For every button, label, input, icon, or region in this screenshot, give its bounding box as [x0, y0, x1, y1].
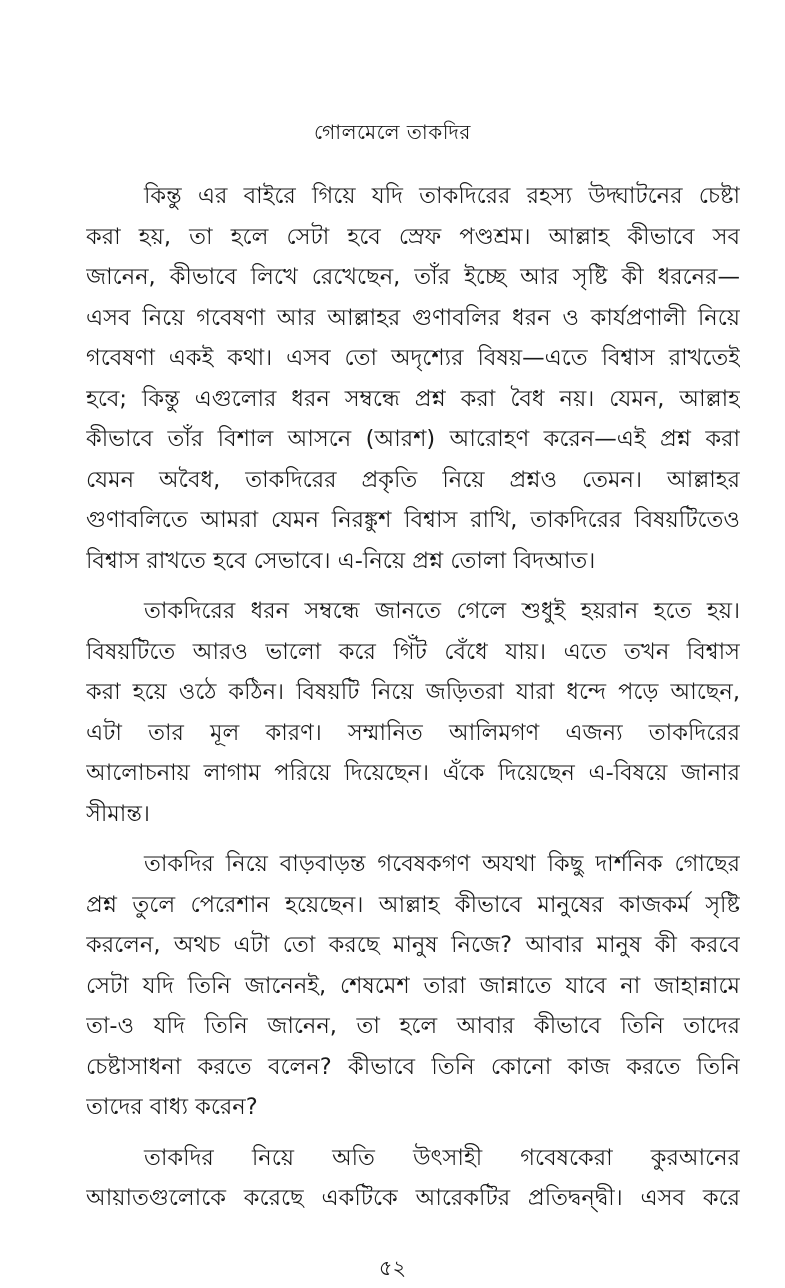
page-number: ৫২ — [378, 1256, 407, 1280]
text-line: চেষ্টাসাধনা করতে বলেন? কীভাবে তিনি কোনো কাজ করতে তিনি — [86, 1053, 740, 1080]
text-line: সেটা যদি তিনি জানেনই, শেষমেশ তারা জান্নাতে যাবে না জাহান্নামে — [86, 972, 740, 999]
text-line: আলোচনায় লাগাম পরিয়ে দিয়েছেন। এঁকে দিয়েছেন এ-বিষয়ে জানার — [86, 760, 740, 786]
text-line: সীমান্ত। — [86, 800, 150, 827]
text-line: করলেন, অথচ এটা তো করছে মানুষ নিজে? আবার মানুষ কী করবে — [86, 932, 740, 958]
text-line: হবে; কিন্তু এগুলোর ধরন সম্বন্ধে প্রশ্ন করা বৈধ নয়। যেমন, আল্লাহ — [86, 385, 740, 412]
text-line: কিন্তু এর বাইরে গিয়ে যদি তাকদিরের রহস্য উদ্ঘাটনের চেষ্টা — [144, 183, 740, 209]
text-line: তাকদিরের ধরন সম্বন্ধে জানতে গেলে শুধুই হয়রান হতে হয়। — [144, 598, 740, 624]
text-line: প্রশ্ন তুলে পেরেশান হয়েছেন। আল্লাহ কীভাবে মানুষের কাজকর্ম সৃষ্টি — [86, 891, 740, 918]
text-line: কীভাবে তাঁর বিশাল আসনে (আরশ) আরোহণ করেন—এই প্রশ্ন করা — [86, 426, 740, 452]
text-line: করা হয়ে ওঠে কঠিন। বিষয়টি নিয়ে জড়িতরা যারা ধন্দে পড়ে আছেন, — [86, 679, 740, 705]
paragraph-2 — [86, 591, 740, 834]
text-line: করা হয়, তা হলে সেটা হবে স্রেফ পণ্ডশ্রম। আল্লাহ কীভাবে সব — [86, 223, 740, 250]
paragraph-3 — [86, 844, 740, 1128]
text-line: আয়াতগুলোকে করেছে একটিকে আরেকটির প্রতিদ্বন্দ্বী। এসব করে — [86, 1185, 740, 1211]
body-text — [86, 176, 740, 1229]
text-line: তাদের বাধ্য করেন? — [86, 1094, 258, 1120]
paragraph-1 — [86, 176, 740, 581]
text-line: বিশ্বাস রাখতে হবে সেভাবে। এ-নিয়ে প্রশ্ন তোলা বিদআত। — [86, 547, 596, 574]
text-line: জানেন, কীভাবে লিখে রেখেছেন, তাঁর ইচ্ছে আর সৃষ্টি কী ধরনের— — [86, 264, 740, 290]
text-line: তা-ও যদি তিনি জানেন, তা হলে আবার কীভাবে তিনি তাদের — [86, 1013, 740, 1039]
text-line: তাকদির নিয়ে অতি উৎসাহী গবেষকেরা কুরআনের — [144, 1144, 740, 1171]
text-line: তাকদির নিয়ে বাড়বাড়ন্ত গবেষকগণ অযথা কিছু দার্শনিক গোছের — [144, 851, 740, 877]
paragraph-4 — [86, 1138, 740, 1219]
text-line: গবেষণা একই কথা। এসব তো অদৃশ্যের বিষয়—এতে বিশ্বাস রাখতেই — [86, 345, 740, 371]
text-line: যেমন অবৈধ, তাকদিরের প্রকৃতি নিয়ে প্রশ্নও তেমন। আল্লাহর — [86, 466, 740, 493]
text-line: গুণাবলিতে আমরা যেমন নিরঙ্কুশ বিশ্বাস রাখি, তাকদিরের বিষয়টিতেও — [86, 507, 740, 533]
text-line: এসব নিয়ে গবেষণা আর আল্লাহর গুণাবলির ধরন ও কার্যপ্রণালী নিয়ে — [86, 304, 740, 331]
running-head: গোলমেলে তাকদির — [314, 120, 471, 144]
text-line: বিষয়টিতে আরও ভালো করে গিঁট বেঁধে যায়। এতে তখন বিশ্বাস — [86, 638, 740, 665]
text-line: এটা তার মূল কারণ। সম্মানিত আলিমগণ এজন্য তাকদিরের — [86, 719, 740, 746]
